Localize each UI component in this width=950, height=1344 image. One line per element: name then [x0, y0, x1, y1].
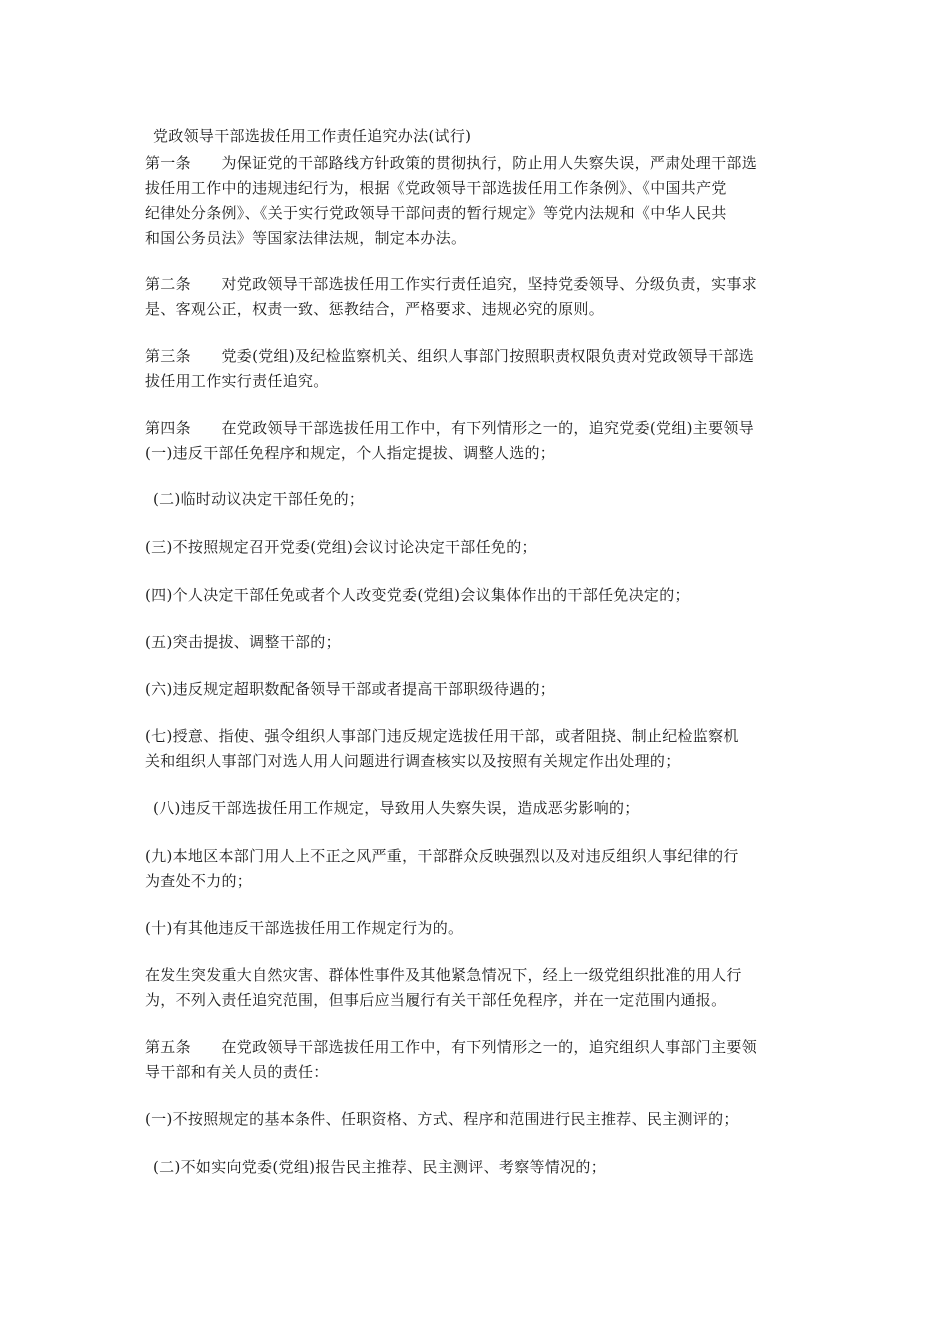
article-4-item-7-line-1: (七)授意、指使、强令组织人事部门违反规定选拔任用干部，或者阻挠、制止纪检监察机 — [145, 727, 739, 745]
article-4-item-6: (六)违反规定超职数配备领导干部或者提高干部职级待遇的； — [145, 680, 556, 698]
emergency-clause-line-2: 为，不列入责任追究范围，但事后应当履行有关干部任免程序，并在一定范围内通报。 — [145, 991, 727, 1009]
article-4-item-7-line-2: 关和组织人事部门对选人用人问题进行调查核实以及按照有关规定作出处理的； — [145, 752, 681, 770]
article-4-item-3: (三)不按照规定召开党委(党组)会议讨论决定干部任免的； — [145, 538, 537, 556]
article-1-line-2: 拔任用工作中的违规违纪行为，根据《党政领导干部选拔任用工作条例》、《中国共产党 — [145, 179, 727, 197]
article-1-line-4: 和国公务员法》等国家法律法规，制定本办法。 — [145, 229, 467, 247]
article-4-item-1: (一)违反干部任免程序和规定，个人指定提拔、调整人选的； — [145, 444, 556, 462]
article-5-item-2: (二)不如实向党委(党组)报告民主推荐、民主测评、考察等情况的； — [153, 1158, 607, 1176]
article-4-item-9-line-1: (九)本地区本部门用人上不正之风严重，干部群众反映强烈以及对违反组织人事纪律的行 — [145, 847, 739, 865]
emergency-clause-line-1: 在发生突发重大自然灾害、群体性事件及其他紧急情况下，经上一级党组织批准的用人行 — [145, 966, 742, 984]
article-2-line-1: 第二条 对党政领导干部选拔任用工作实行责任追究，坚持党委领导、分级负责，实事求 — [145, 275, 758, 293]
article-1-line-3: 纪律处分条例》、《关于实行党政领导干部问责的暂行规定》等党内法规和《中华人民共 — [145, 204, 727, 222]
article-4-item-9-line-2: 为查处不力的； — [145, 872, 253, 890]
article-4-line-1: 第四条 在党政领导干部选拔任用工作中，有下列情形之一的，追究党委(党组)主要领导 — [145, 419, 755, 437]
article-2-line-2: 是、客观公正，权责一致、惩教结合，严格要求、违规必究的原则。 — [145, 300, 605, 318]
article-1-line-1: 第一条 为保证党的干部路线方针政策的贯彻执行，防止用人失察失误，严肃处理干部选 — [145, 154, 758, 172]
article-4-item-2: (二)临时动议决定干部任免的； — [153, 490, 365, 508]
article-5-line-1: 第五条 在党政领导干部选拔任用工作中，有下列情形之一的，追究组织人事部门主要领 — [145, 1038, 758, 1056]
article-4-item-5: (五)突击提拔、调整干部的； — [145, 633, 341, 651]
article-4-item-10: (十)有其他违反干部选拔任用工作规定行为的。 — [145, 919, 464, 937]
article-5-line-2: 导干部和有关人员的责任： — [145, 1063, 329, 1081]
article-3-line-1: 第三条 党委(党组)及纪检监察机关、组织人事部门按照职责权限负责对党政领导干部选 — [145, 347, 755, 365]
article-3-line-2: 拔任用工作实行责任追究。 — [145, 372, 329, 390]
article-5-item-1: (一)不按照规定的基本条件、任职资格、方式、程序和范围进行民主推荐、民主测评的； — [145, 1110, 739, 1128]
article-4-item-8: (八)违反干部选拔任用工作规定，导致用人失察失误，造成恶劣影响的； — [153, 799, 640, 817]
article-4-item-4: (四)个人决定干部任免或者个人改变党委(党组)会议集体作出的干部任免决定的； — [145, 586, 690, 604]
document-title: 党政领导干部选拔任用工作责任追究办法(试行) — [153, 127, 472, 145]
